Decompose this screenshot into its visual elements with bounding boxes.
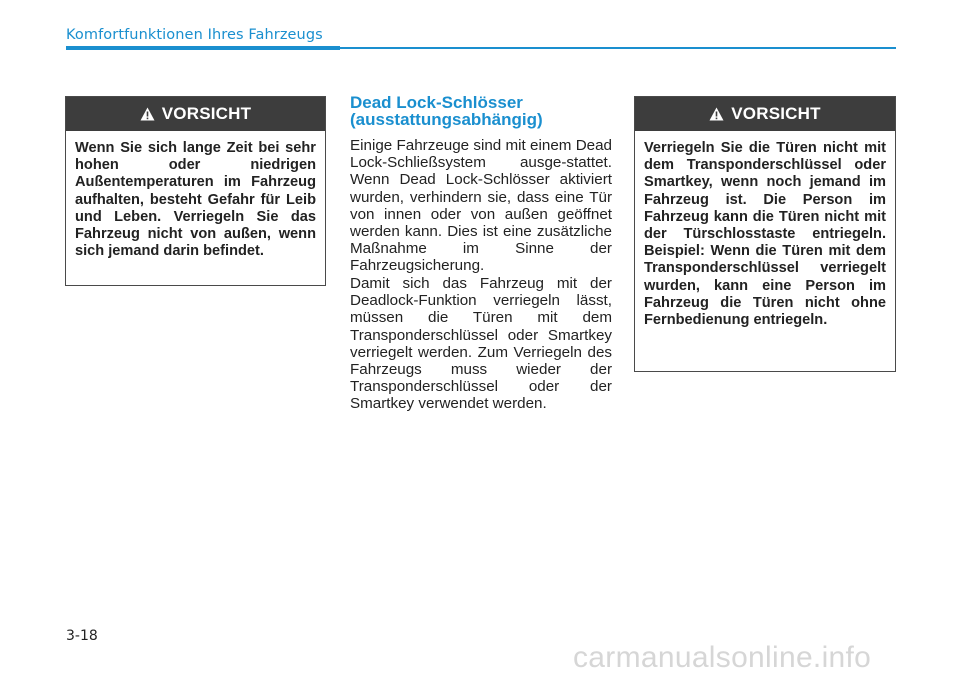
paragraph-1: Einige Fahrzeuge sind mit einem Dead Lock-Schließsystem ausge-stattet. Wenn Dead Lock-Schlösser aktiviert wurden, verhindern sie, dass eine Tür von innen oder von außen geöffnet werden kann. Dies ist eine zusätzliche Maßnahme im Sinne der Fahrzeugsicherung. bbox=[350, 137, 612, 275]
header-rule-thin bbox=[340, 47, 896, 49]
caution-header bbox=[66, 97, 325, 131]
section-title-line1: Dead Lock-Schlösser bbox=[350, 93, 523, 112]
section-title bbox=[350, 94, 620, 128]
header-title: Komfortfunktionen Ihres Fahrzeugs bbox=[66, 27, 323, 43]
caution-text: Verriegeln Sie die Türen nicht mit dem Transponderschlüssel oder Smartkey, wenn noch jemand im Fahrzeug ist. Die Person im Fahrzeug kann die Türen nicht mit der Türschlosstaste entriegeln. Beispiel: Wenn die Türen mit dem Transponderschlüssel verriegelt wurden, kann eine Person im Fahrzeug die Türen nicht ohne Fernbedienung entriegeln. bbox=[644, 140, 886, 329]
section-title-line2: (ausstattungsabhängig) bbox=[350, 110, 543, 129]
paragraph-2: Damit sich das Fahrzeug mit der Deadlock-Funktion verriegeln lässt, müssen die Türen mit dem Transponderschlüssel oder Smartkey verriegelt werden. Zum Verriegeln des Fahrzeugs muss wieder der Transponderschlüssel oder der Smartkey verwendet werden. bbox=[350, 275, 612, 413]
caution-text: Wenn Sie sich lange Zeit bei sehr hohen oder niedrigen Außentemperaturen im Fahrzeug aufhalten, besteht Gefahr für Leib und Leben. Verriegeln Sie das Fahrzeug nicht von außen, wenn sich jemand darin befindet. bbox=[75, 140, 316, 260]
caution-label: VORSICHT bbox=[731, 104, 821, 123]
header-rule-thick bbox=[66, 46, 340, 50]
caution-label: VORSICHT bbox=[161, 104, 252, 123]
caution-box-right bbox=[634, 96, 896, 372]
page-number: 3-18 bbox=[66, 628, 98, 644]
caution-header bbox=[635, 97, 895, 131]
warning-triangle-icon bbox=[140, 107, 155, 121]
warning-triangle-icon bbox=[709, 107, 724, 121]
caution-box-left bbox=[65, 96, 326, 286]
watermark: carmanualsonline.info bbox=[573, 641, 872, 674]
